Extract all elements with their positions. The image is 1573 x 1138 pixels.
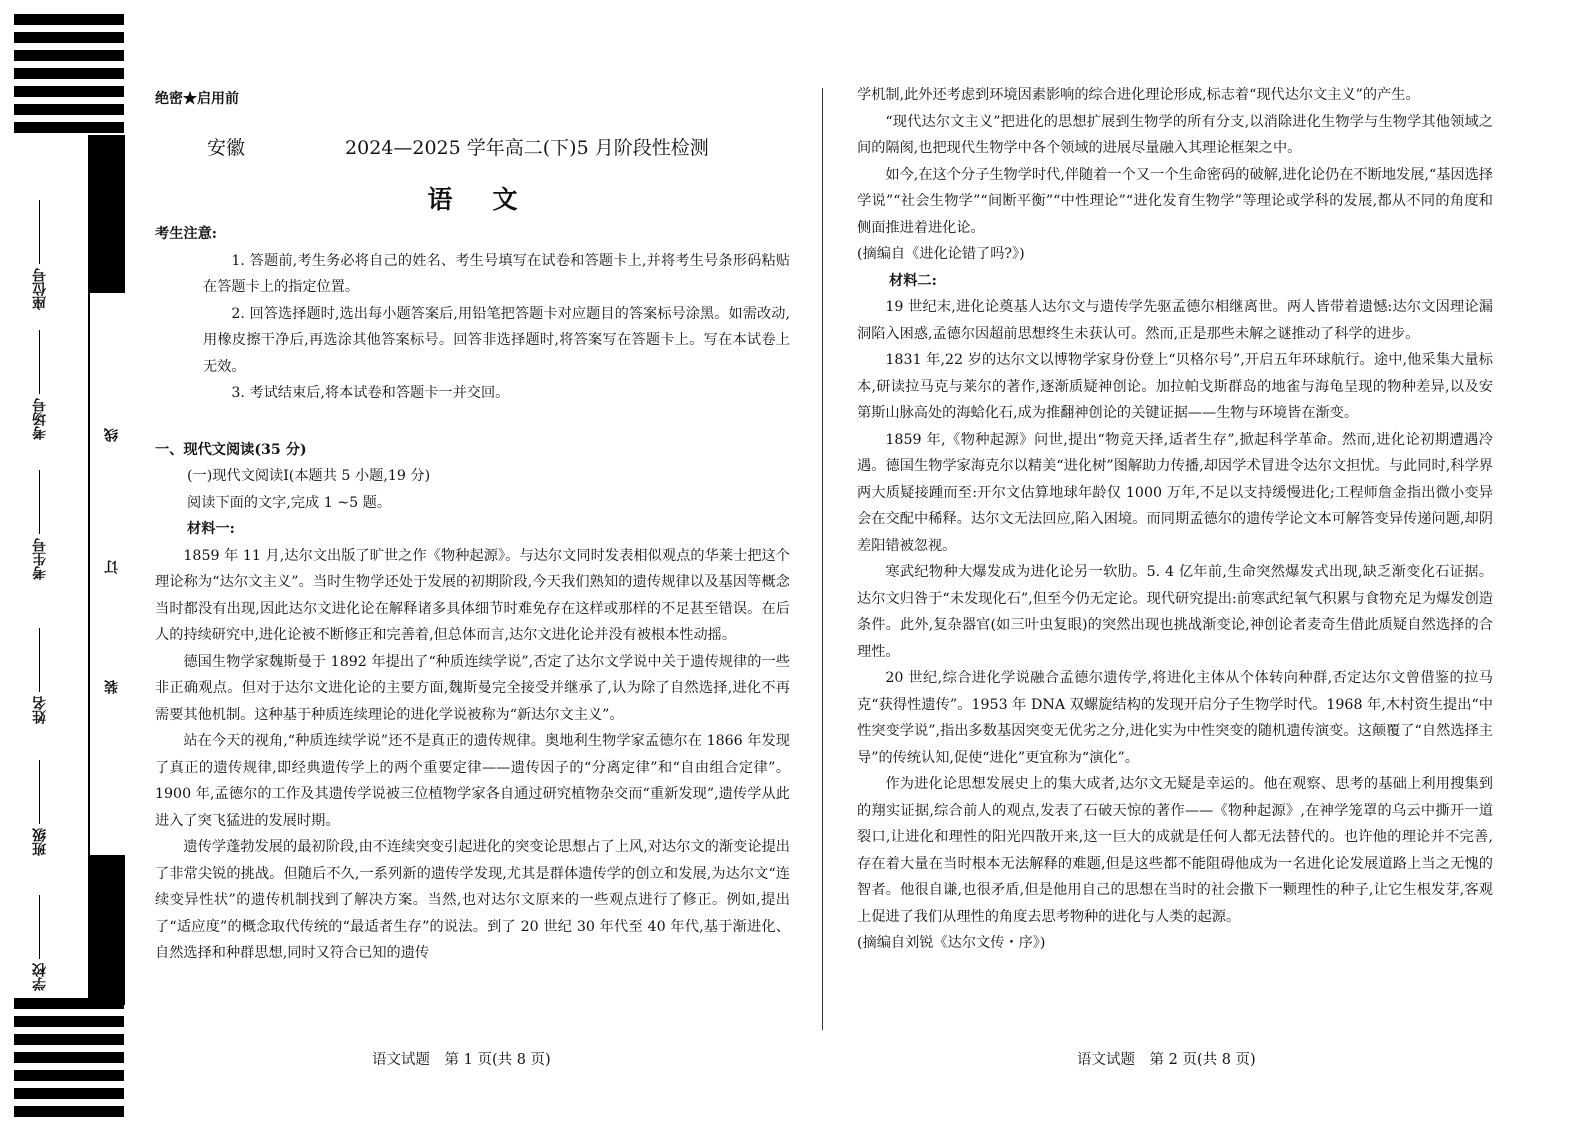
- exam-title: [155, 135, 790, 165]
- notice-title: 考生注意:: [155, 226, 217, 242]
- barcode-bar: [14, 1070, 124, 1081]
- source-citation: (摘编自《进化论错了吗?》): [857, 246, 1025, 262]
- right-column: [857, 82, 1493, 957]
- paragraph: “现代达尔文主义”把进化的思想扩展到生物学的所有分支,以消除进化生物学与生物学其他领域之间的隔阂,也把现代生物学中各个领域的进展尽量融入其理论框架之中。: [857, 113, 1493, 156]
- cut-word-order: 订: [104, 560, 120, 574]
- field-name[interactable]: 姓名: [30, 628, 50, 724]
- notice-item: 1. 答题前,考生务必将自己的姓名、考生号填写在试卷和答题卡上,并将考生号条形码粘贴在答题卡上的指定位置。: [203, 252, 790, 295]
- paragraph: 19 世纪末,进化论奠基人达尔文与遗传学先驱孟德尔相继离世。两人皆带着遗憾:达尔文因理论漏洞陷入困惑,孟德尔因超前思想终生未获认可。然而,正是那些未解之谜推动了科学的进步。: [857, 299, 1493, 342]
- barcode-bar: [14, 998, 124, 1009]
- exam-name: 2024—2025 学年高二(下)5 月阶段性检测: [345, 136, 709, 159]
- binding-black-block: [89, 135, 125, 293]
- barcode-bar: [14, 1034, 124, 1045]
- paragraph: 遗传学蓬勃发展的最初阶段,由不连续突变引起进化的突变论思想占了上风,对达尔文的渐变论提出了非常尖锐的挑战。但随后不久,一系列新的遗传学发现,尤其是群体遗传学的创立和发展,为达尔文“连续变异性状”的遗传机制找到了解决方案。当然,也对达尔文原来的一些观点进行了修正。例如,提出了“适应度”的概念取代传统的“最适者生存”的说法。到了 20 世纪 30 年代至 40 年代,基于渐进化、自然选择和种群思想,同时又符合已知的遗传: [155, 839, 790, 961]
- paragraph: 1859 年,《物种起源》问世,提出“物竞天择,适者生存”,掀起科学革命。然而,进化论初期遭遇冷遇。德国生物学家海克尔以精美“进化树”图解助力传播,却因学术冒进令达尔文担忧。与此同时,科学界两大质疑接踵而至:开尔文估算地球年龄仅 1000 万年,不足以支持缓慢进化;工程师詹金指出微小变异会在交配中稀释。达尔文无法回应,陷入困境。而同期孟德尔的遗传学论文本可解答变异传递问题,却阴差阳错被忽视。: [857, 431, 1493, 554]
- paragraph: 20 世纪,综合进化学说融合孟德尔遗传学,将进化主体从个体转向种群,否定达尔文曾借鉴的拉马克“获得性遗传”。1953 年 DNA 双螺旋结构的发现开启分子生物学时代。1968 年,木村资生提出“中性突变学说”,指出多数基因突变无优劣之分,进化实为中性突变的随机遗传演变。这颠覆了“自然选择主导”的传统认知,促使“进化”更宜称为“演化”。: [857, 670, 1493, 766]
- exam-region: 安徽: [207, 136, 246, 159]
- barcode-bar: [14, 86, 124, 97]
- barcode-bar: [14, 1106, 124, 1117]
- paragraph: 站在今天的视角,“种质连续学说”还不是真正的遗传规律。奥地利生物学家孟德尔在 1866 年发现了真正的遗传规律,即经典遗传学上的两个重要定律——遗传因子的“分离定律”和“自由组合定律”。1900 年,孟德尔的工作及其遗传学说被三位植物学家各自通过研究植物杂交而“重新发现”,遗传学从此进入了突飞猛进的发展时期。: [155, 733, 790, 829]
- barcode-bar: [14, 1052, 124, 1063]
- barcode-bar: [14, 50, 124, 61]
- barcode-bar: [14, 68, 124, 79]
- paragraph: 1859 年 11 月,达尔文出版了旷世之作《物种起源》。与达尔文同时发表相似观点的华莱士把这个理论称为“达尔文主义”。当时生物学还处于发展的初期阶段,今天我们熟知的遗传规律以及基因等概念当时都没有出现,因此达尔文进化论在解释诸多具体细节时难免存在这样或那样的不足甚至错误。在后人的持续研究中,进化论被不断修正和完善着,但总体而言,达尔文进化论并没有被根本性动摇。: [155, 547, 790, 643]
- notice-item: 2. 回答选择题时,选出每小题答案后,用铅笔把答题卡对应题目的答案标号涂黑。如需改动,用橡皮擦干净后,再选涂其他答案标号。回答非选择题时,将答案写在答题卡上。写在本试卷上无效。: [203, 305, 790, 375]
- material-two-title: 材料二:: [889, 272, 937, 289]
- paragraph: 寒武纪物种大爆发成为进化论另一软肋。5. 4 亿年前,生命突然爆发式出现,缺乏渐变化石证据。达尔文归咎于“未发现化石”,但至今仍无定论。现代研究提出:前寒武纪氧气积累与食物充足为爆发创造条件。此外,复杂器官(如三叶虫复眼)的突然出现也挑战渐变论,神创论者麦奇生借此质疑自然选择的合理性。: [857, 564, 1493, 660]
- field-school[interactable]: 学校: [30, 895, 50, 991]
- confidential-label: 绝密★启用前: [155, 91, 239, 107]
- field-candidate-number[interactable]: 考生号: [30, 470, 50, 580]
- barcode-bar: [14, 1016, 124, 1027]
- paragraph: 作为进化论思想发展史上的集大成者,达尔文无疑是幸运的。他在观察、思考的基础上利用搜集到的翔实证据,综合前人的观点,发表了石破天惊的著作——《物种起源》,在神学笼罩的乌云中撕开一道裂口,让进化和理性的阳光四散开来,这一巨大的成就是任何人都无法替代的。也许他的理论并不完善,存在着大量在当时根本无法解释的难题,但是这些都不能阻碍他成为一名进化论发展道路上当之无愧的智者。他很自谦,也很矛盾,但是他用自己的思想在当时的社会撒下一颗理性的种子,让它生根发芽,客观上促进了我们从理性的角度去思考物种的进化与人类的起源。: [857, 776, 1493, 925]
- subject-title: 语文: [427, 184, 558, 214]
- paragraph: 1831 年,22 岁的达尔文以博物学家身份登上“贝格尔号”,开启五年环球航行。途中,他采集大量标本,研读拉马克与莱尔的著作,逐渐质疑神创论。加拉帕戈斯群岛的地雀与海龟呈现的物种差异,以及安第斯山脉高处的海蛤化石,成为推翻神创论的关键证据——生物与环境皆在渐变。: [857, 352, 1493, 421]
- notice-item: 3. 考试结束后,将本试卷和答题卡一并交回。: [231, 385, 510, 401]
- instruction: 阅读下面的文字,完成 1 ~5 题。: [187, 494, 392, 511]
- field-class[interactable]: 班级: [30, 760, 50, 856]
- page-footer-1: 语文试题 第 1 页(共 8 页): [372, 1052, 551, 1068]
- binding-black-block: [89, 855, 125, 1005]
- barcode-bar: [14, 122, 124, 133]
- barcode-bar: [14, 32, 124, 43]
- paragraph: 德国生物学家魏斯曼于 1892 年提出了“种质连续学说”,否定了达尔文学说中关于遗传规律的一些非正确观点。但对于达尔文进化论的主要方面,魏斯曼完全接受并继承了,认为除了自然选择,进化不再需要其他机制。这种基于种质连续理论的进化学说被称为“新达尔文主义”。: [155, 653, 790, 723]
- cut-word-bind: 装: [104, 680, 120, 694]
- material-one-title: 材料一:: [187, 521, 235, 537]
- field-seat-number[interactable]: 座位号: [30, 200, 50, 310]
- paragraph: 如今,在这个分子生物学时代,伴随着一个又一个生命密码的破解,进化论仍在不断地发展,“基因选择学说”“社会生物学”“间断平衡”“中性理论”“进化发育生物学”等理论或学科的发展,都从不同的角度和侧面推进着进化论。: [857, 166, 1493, 236]
- subsection-title: (一)现代文阅读Ⅰ(本题共 5 小题,19 分): [187, 468, 431, 484]
- field-exam-room[interactable]: 考场号: [30, 330, 50, 440]
- binding-strip: [0, 0, 128, 1138]
- barcode-bar: [14, 104, 124, 115]
- page-footer-2: 语文试题 第 2 页(共 8 页): [1077, 1052, 1256, 1068]
- barcode-bar: [14, 14, 124, 25]
- section-title: 一、现代文阅读(35 分): [155, 441, 307, 458]
- barcode-bar: [14, 1088, 124, 1099]
- column-divider: [822, 88, 823, 1030]
- left-column: [155, 82, 790, 967]
- source-citation: (摘编自刘锐《达尔文传・序》): [857, 935, 1046, 951]
- cut-word-line: 线: [104, 428, 120, 442]
- paragraph-continuation: 学机制,此外还考虑到环境因素影响的综合进化理论形成,标志着“现代达尔文主义”的产生。: [857, 87, 1420, 103]
